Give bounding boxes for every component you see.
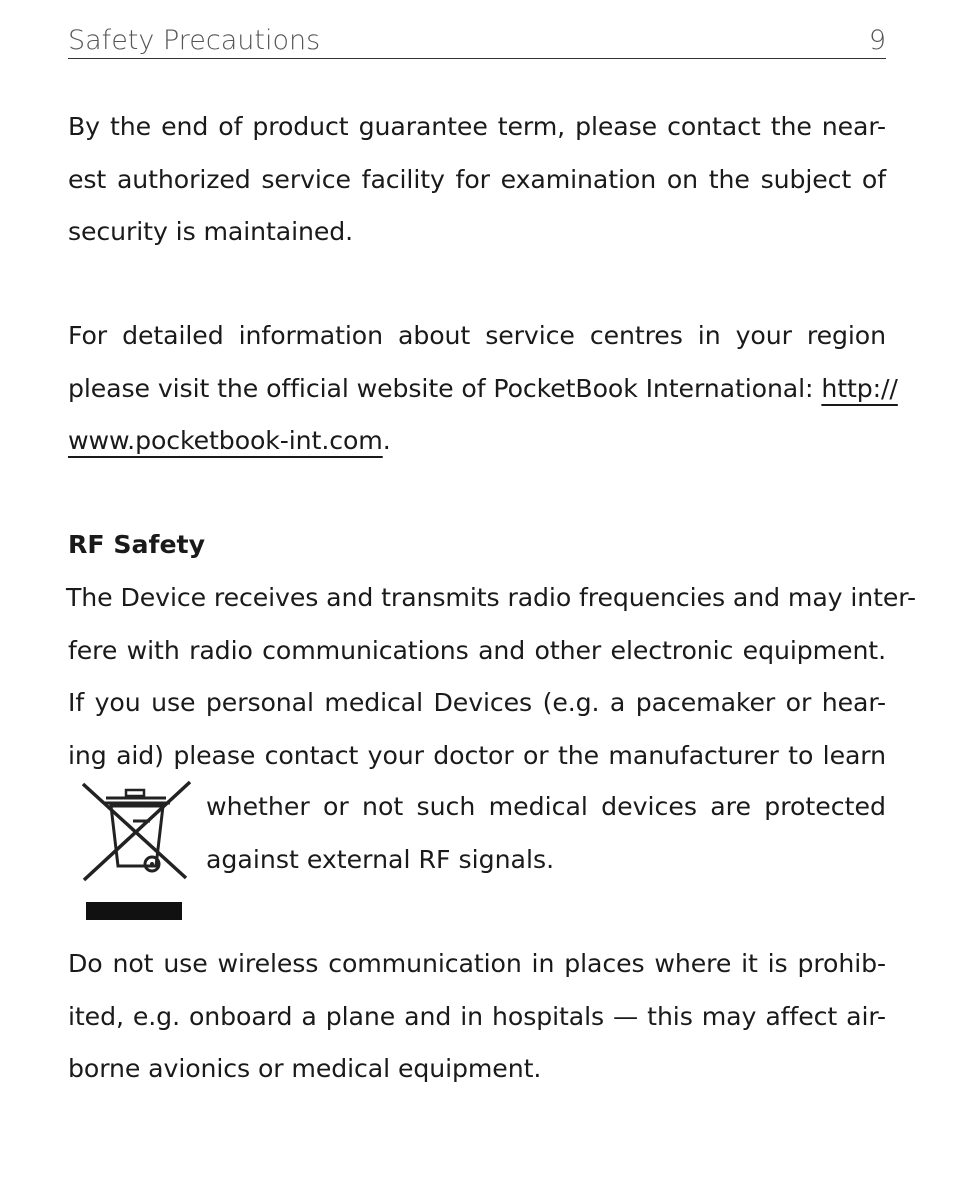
text-line: The Device receives and transmits radio frequencies and may inter-	[66, 583, 916, 612]
text-line: borne avionics or medical equipment.	[68, 1054, 542, 1083]
text-line: ited, e.g. onboard a plane and in hospitals — this may affect air-	[68, 1001, 886, 1031]
rf-safety-heading: RF Safety	[68, 530, 206, 559]
text-line: fere with radio communications and other electronic equipment.	[68, 635, 886, 665]
guarantee-paragraph	[68, 101, 886, 259]
text-line	[68, 415, 886, 468]
rf-safety-paragraph	[66, 572, 916, 782]
crossed-out-wheelie-bin-icon	[78, 776, 196, 926]
rf-safety-wrapped-text	[206, 781, 886, 886]
text-line: security is maintained.	[68, 217, 354, 246]
website-link-part2[interactable]: www.pocketbook-int.com	[68, 426, 383, 455]
page-header	[68, 22, 886, 59]
wireless-restriction-paragraph	[68, 938, 886, 1096]
text-line: By the end of product guarantee term, please contact the near-	[68, 112, 886, 141]
text-line: If you use personal medical Devices (e.g. a pacemaker or hear-	[68, 688, 886, 717]
text-fragment: please visit the official website of PocketBook International:	[68, 373, 822, 403]
text-line: whether or not such medical devices are protected	[206, 792, 886, 821]
text-line: For detailed information about service centres in your region	[68, 321, 886, 350]
service-centres-paragraph	[68, 310, 898, 468]
text-line: Do not use wireless communication in places where it is prohib-	[68, 949, 886, 978]
section-title: Safety Precautions	[68, 25, 321, 56]
page-number: 9	[868, 25, 886, 56]
text-line: ing aid) please contact your doctor or the manufacturer to learn	[68, 740, 886, 770]
website-link-part1[interactable]: http://	[821, 373, 898, 403]
text-line	[68, 363, 898, 416]
text-line: against external RF signals.	[206, 844, 555, 874]
text-line: est authorized service facility for examination on the subject of	[68, 164, 886, 194]
text-fragment: .	[382, 426, 391, 455]
